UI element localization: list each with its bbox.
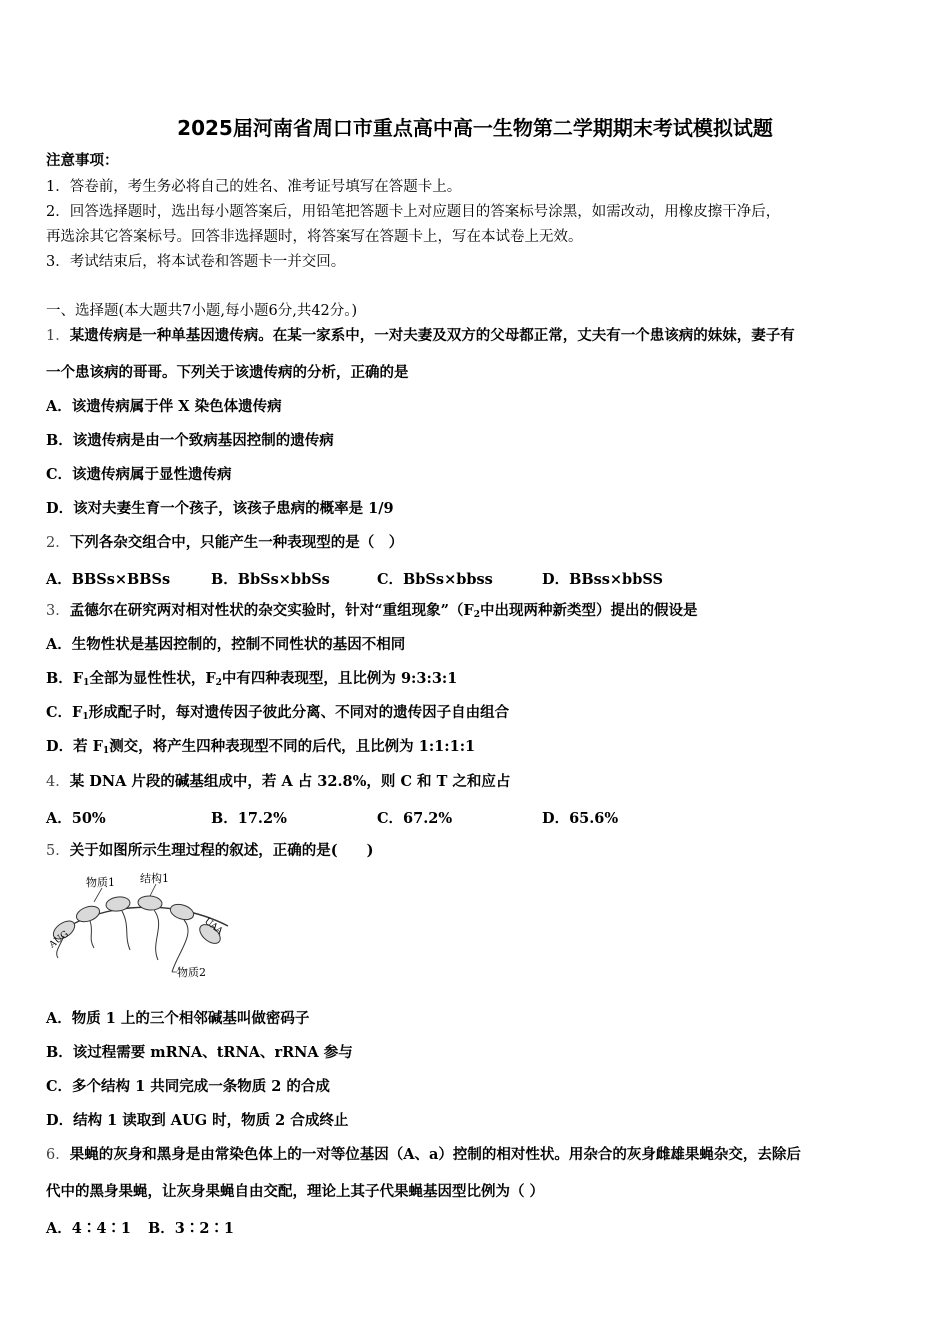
- q1-option-a: A．该遗传病属于伴 X 染色体遗传病: [46, 398, 282, 415]
- q4-stem: [46, 773, 510, 791]
- notice-item-2: 2．回答选择题时，选出每小题答案后，用铅笔把答题卡上对应题目的答案标号涂黑，如需改动，用橡皮擦干净后，: [46, 204, 781, 220]
- q6-stem-line1: [46, 1146, 801, 1164]
- section-heading: 一、选择题(本大题共7小题,每小题6分,共42分。): [46, 303, 358, 319]
- q5-option-d: D．结构 1 读取到 AUG 时，物质 2 合成终止: [46, 1112, 349, 1129]
- q3-d-post: 测交，将产生四种表现型不同的后代，且比例为 1:1:1:1: [109, 738, 476, 755]
- q5-number: 5．: [46, 843, 70, 859]
- q5-option-c: C．多个结构 1 共同完成一条物质 2 的合成: [46, 1078, 330, 1095]
- q2-stem: [46, 534, 403, 552]
- peptide-chain-2: [90, 921, 94, 948]
- q3-d-sub: 1: [102, 746, 110, 756]
- q4-option-b: B．17.2%: [211, 810, 287, 827]
- peptide-chain-5: [172, 920, 188, 972]
- q6-number: 6．: [46, 1147, 70, 1163]
- q3-b-sub2: 2: [215, 678, 222, 688]
- peptide-chain-3: [122, 911, 130, 950]
- notice-item-2-cont: 再选涂其它答案标号。回答非选择题时，将答案写在答题卡上，写在本试卷上无效。: [46, 229, 583, 245]
- q5-option-b: B．该过程需要 mRNA、tRNA、rRNA 参与: [46, 1044, 353, 1061]
- q1-stem-line2: 一个患该病的哥哥。下列关于该遗传病的分析，正确的是: [46, 364, 409, 381]
- q3-number: 3．: [46, 603, 70, 619]
- q1-option-d: D．该对夫妻生育一个孩子，该孩子患病的概率是 1/9: [46, 500, 394, 517]
- q5-stem: [46, 842, 373, 860]
- q3-option-a: A．生物性状是基因控制的，控制不同性状的基因不相同: [46, 636, 406, 653]
- q3-option-c: [46, 704, 509, 726]
- q2-number: 2．: [46, 535, 70, 551]
- q3-b-mid: 全部为显性性状，F: [89, 670, 216, 687]
- q2-option-b: B．BbSs×bbSs: [211, 571, 330, 588]
- q1-option-c: C．该遗传病属于显性遗传病: [46, 466, 232, 483]
- notice-item-3: 3．考试结束后，将本试卷和答题卡一并交回。: [46, 254, 346, 270]
- q3-b-sub1: 1: [83, 678, 90, 688]
- substance1-leader: [94, 888, 102, 902]
- q4-option-d: D．65.6%: [542, 810, 619, 827]
- q3-c-post: 形成配子时，每对遗传因子彼此分离、不同对的遗传因子自由组合: [88, 704, 510, 721]
- q6-option-b: B．3∶2∶1: [148, 1220, 235, 1237]
- q4-number: 4．: [46, 774, 70, 790]
- q6-option-a: A．4∶4∶1: [46, 1220, 132, 1237]
- q4-stem-text: 某 DNA 片段的碱基组成中，若 A 占 32.8%，则 C 和 T 之和应占: [69, 773, 511, 790]
- q3-option-b: [46, 670, 457, 692]
- q3-stem-pre: 孟德尔在研究两对相对性状的杂交实验时，针对“重组现象”（F: [69, 602, 474, 619]
- q3-b-pre: B．F: [46, 670, 84, 687]
- ribosome-5: [168, 902, 195, 923]
- q1-option-b: B．该遗传病是由一个致病基因控制的遗传病: [46, 432, 334, 449]
- translation-diagram: [46, 866, 236, 984]
- notice-item-1: 1．答卷前，考生务必将自己的姓名、准考证号填写在答题卡上。: [46, 179, 462, 195]
- q2-option-c: C．BbSs×bbss: [377, 571, 493, 588]
- q2-stem-text: 下列各杂交组合中，只能产生一种表现型的是（ ）: [69, 534, 404, 551]
- ribosome-4: [137, 895, 162, 911]
- q1-stem-text1: 某遗传病是一种单基因遗传病。在某一家系中，一对夫妻及双方的父母都正常，丈夫有一个患该病的妹妹，妻子有: [69, 327, 795, 344]
- label-substance1: 物质1: [86, 876, 115, 889]
- q3-stem-sub: 2: [473, 610, 480, 620]
- label-aug: AUG: [47, 929, 71, 951]
- q3-stem-post: 中出现两种新类型）提出的假设是: [479, 602, 698, 619]
- label-substance2: 物质2: [177, 966, 206, 979]
- q3-b-post: 中有四种表现型，且比例为 9:3:3:1: [221, 670, 458, 687]
- label-uaa: UAA: [202, 916, 225, 937]
- q5-stem-text: 关于如图所示生理过程的叙述，正确的是( ): [69, 842, 374, 859]
- q1-number: 1．: [46, 328, 70, 344]
- q3-c-sub: 1: [82, 712, 89, 722]
- q1-stem-line1: [46, 327, 795, 345]
- q3-d-pre: D．若 F: [46, 738, 103, 755]
- q5-option-a: A．物质 1 上的三个相邻碱基叫做密码子: [46, 1010, 310, 1027]
- notice-heading: 注意事项：: [46, 152, 119, 169]
- q3-c-pre: C．F: [46, 704, 83, 721]
- q3-option-d: [46, 738, 475, 760]
- q3-stem: [46, 602, 697, 624]
- q4-option-a: A．50%: [46, 810, 106, 827]
- q6-stem-text1: 果蝇的灰身和黑身是由常染色体上的一对等位基因（A、a）控制的相对性状。用杂合的灰身雌雄果蝇杂交，去除后: [69, 1146, 801, 1163]
- structure1-leader: [150, 884, 156, 896]
- q2-option-d: D．BBss×bbSS: [542, 571, 663, 588]
- ribosome-3: [105, 895, 131, 912]
- q2-option-a: A．BBSs×BBSs: [46, 571, 171, 588]
- q6-stem-line2: 代中的黑身果蝇，让灰身果蝇自由交配，理论上其子代果蝇基因型比例为（ ）: [46, 1183, 545, 1200]
- exam-title: 2025届河南省周口市重点高中高一生物第二学期期末考试模拟试题: [177, 116, 773, 140]
- q4-option-c: C．67.2%: [377, 810, 453, 827]
- peptide-chain-4: [154, 910, 159, 960]
- label-structure1: 结构1: [140, 872, 169, 885]
